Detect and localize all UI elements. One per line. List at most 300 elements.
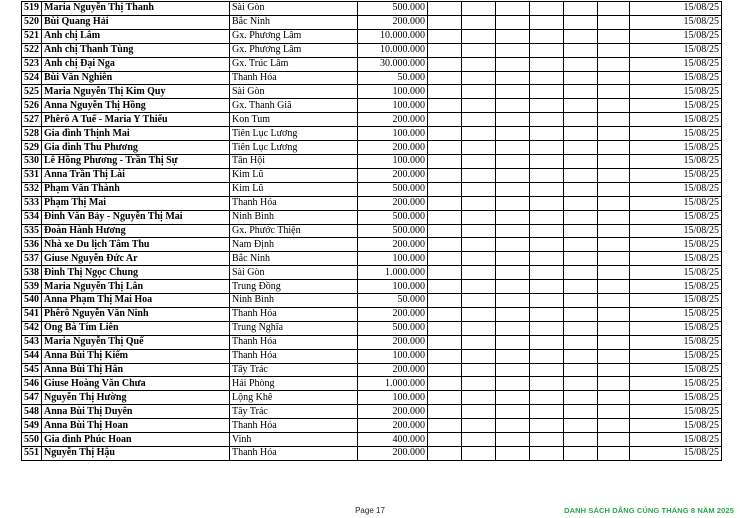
parish-cell: Tây Trác: [230, 363, 358, 377]
parish-cell: Gx. Trúc Lâm: [230, 57, 358, 71]
empty-cell: [428, 210, 462, 224]
row-number-cell: 535: [22, 224, 42, 238]
empty-cell: [564, 168, 598, 182]
parish-cell: Gx. Phước Thiện: [230, 224, 358, 238]
empty-cell: [496, 43, 530, 57]
empty-cell: [530, 71, 564, 85]
table-row: [22, 391, 722, 405]
empty-cell: [598, 127, 630, 141]
empty-cell: [564, 29, 598, 43]
empty-cell: [530, 29, 564, 43]
donor-name-cell: Phêrô A Tuế - Maria Y Thiểu: [42, 113, 230, 127]
empty-cell: [462, 85, 496, 99]
empty-cell: [462, 29, 496, 43]
amount-cell: 100.000: [358, 349, 428, 363]
date-cell: 15/08/25: [630, 335, 722, 349]
empty-cell: [564, 307, 598, 321]
empty-cell: [462, 252, 496, 266]
empty-cell: [428, 447, 462, 461]
date-cell: 15/08/25: [630, 280, 722, 294]
empty-cell: [530, 391, 564, 405]
empty-cell: [462, 141, 496, 155]
empty-cell: [428, 335, 462, 349]
empty-cell: [598, 2, 630, 16]
donor-name-cell: Giuse Hoàng Văn Chưa: [42, 377, 230, 391]
parish-cell: Nam Định: [230, 238, 358, 252]
empty-cell: [496, 113, 530, 127]
donor-name-cell: Phạm Thị Mai: [42, 196, 230, 210]
row-number-cell: 547: [22, 391, 42, 405]
empty-cell: [428, 182, 462, 196]
donor-name-cell: Bùi Văn Nghiên: [42, 71, 230, 85]
parish-cell: Gx. Phương Lâm: [230, 43, 358, 57]
empty-cell: [598, 335, 630, 349]
empty-cell: [598, 321, 630, 335]
empty-cell: [598, 210, 630, 224]
empty-cell: [564, 377, 598, 391]
empty-cell: [530, 57, 564, 71]
table-row: [22, 294, 722, 308]
row-number-cell: 525: [22, 85, 42, 99]
empty-cell: [496, 154, 530, 168]
empty-cell: [564, 224, 598, 238]
empty-cell: [462, 405, 496, 419]
amount-cell: 100.000: [358, 252, 428, 266]
parish-cell: Tây Trác: [230, 405, 358, 419]
empty-cell: [598, 29, 630, 43]
empty-cell: [530, 363, 564, 377]
row-number-cell: 532: [22, 182, 42, 196]
date-cell: 15/08/25: [630, 447, 722, 461]
donor-name-cell: Anna Trần Thị Lài: [42, 168, 230, 182]
donor-name-cell: Ông Bà Tím Liên: [42, 321, 230, 335]
empty-cell: [428, 154, 462, 168]
empty-cell: [564, 363, 598, 377]
empty-cell: [598, 154, 630, 168]
parish-cell: Thanh Hóa: [230, 335, 358, 349]
empty-cell: [462, 182, 496, 196]
table-row: [22, 141, 722, 155]
empty-cell: [496, 85, 530, 99]
empty-cell: [462, 127, 496, 141]
table-row: [22, 99, 722, 113]
parish-cell: Thanh Hóa: [230, 447, 358, 461]
date-cell: 15/08/25: [630, 294, 722, 308]
empty-cell: [428, 15, 462, 29]
empty-cell: [496, 182, 530, 196]
empty-cell: [462, 321, 496, 335]
empty-cell: [530, 405, 564, 419]
donor-name-cell: Lê Hồng Phương - Trần Thị Sự: [42, 154, 230, 168]
empty-cell: [564, 127, 598, 141]
row-number-cell: 527: [22, 113, 42, 127]
date-cell: 15/08/25: [630, 405, 722, 419]
empty-cell: [496, 280, 530, 294]
empty-cell: [462, 154, 496, 168]
empty-cell: [564, 196, 598, 210]
empty-cell: [428, 294, 462, 308]
empty-cell: [598, 266, 630, 280]
empty-cell: [598, 307, 630, 321]
empty-cell: [530, 127, 564, 141]
date-cell: 15/08/25: [630, 57, 722, 71]
empty-cell: [564, 141, 598, 155]
empty-cell: [530, 210, 564, 224]
empty-cell: [564, 99, 598, 113]
parish-cell: Thanh Hóa: [230, 419, 358, 433]
table-row: [22, 238, 722, 252]
table-row: [22, 154, 722, 168]
empty-cell: [462, 57, 496, 71]
page-number: Page 17: [355, 506, 385, 515]
empty-cell: [496, 405, 530, 419]
amount-cell: 10.000.000: [358, 43, 428, 57]
amount-cell: 200.000: [358, 238, 428, 252]
amount-cell: 100.000: [358, 85, 428, 99]
empty-cell: [462, 335, 496, 349]
amount-cell: 100.000: [358, 391, 428, 405]
empty-cell: [496, 57, 530, 71]
empty-cell: [530, 349, 564, 363]
row-number-cell: 533: [22, 196, 42, 210]
empty-cell: [564, 419, 598, 433]
row-number-cell: 537: [22, 252, 42, 266]
date-cell: 15/08/25: [630, 377, 722, 391]
empty-cell: [598, 57, 630, 71]
empty-cell: [598, 433, 630, 447]
date-cell: 15/08/25: [630, 113, 722, 127]
table-row: [22, 29, 722, 43]
date-cell: 15/08/25: [630, 321, 722, 335]
parish-cell: Gx. Phương Lâm: [230, 29, 358, 43]
date-cell: 15/08/25: [630, 210, 722, 224]
table-row: [22, 377, 722, 391]
table-row: [22, 280, 722, 294]
empty-cell: [564, 57, 598, 71]
donor-name-cell: Anna Bùi Thị Hoan: [42, 419, 230, 433]
date-cell: 15/08/25: [630, 15, 722, 29]
empty-cell: [496, 196, 530, 210]
empty-cell: [428, 57, 462, 71]
amount-cell: 100.000: [358, 154, 428, 168]
empty-cell: [462, 15, 496, 29]
table-row: [22, 182, 722, 196]
empty-cell: [496, 266, 530, 280]
empty-cell: [462, 307, 496, 321]
empty-cell: [530, 307, 564, 321]
parish-cell: Trung Đồng: [230, 280, 358, 294]
date-cell: 15/08/25: [630, 224, 722, 238]
empty-cell: [496, 71, 530, 85]
empty-cell: [564, 238, 598, 252]
donor-name-cell: Anh chị Đại Nga: [42, 57, 230, 71]
row-number-cell: 542: [22, 321, 42, 335]
empty-cell: [598, 113, 630, 127]
date-cell: 15/08/25: [630, 29, 722, 43]
donor-name-cell: Anna Bùi Thị Kiếm: [42, 349, 230, 363]
row-number-cell: 550: [22, 433, 42, 447]
empty-cell: [530, 224, 564, 238]
date-cell: 15/08/25: [630, 349, 722, 363]
date-cell: 15/08/25: [630, 252, 722, 266]
row-number-cell: 530: [22, 154, 42, 168]
empty-cell: [496, 433, 530, 447]
empty-cell: [462, 266, 496, 280]
parish-cell: Bắc Ninh: [230, 252, 358, 266]
amount-cell: 500.000: [358, 182, 428, 196]
table-row: [22, 168, 722, 182]
date-cell: 15/08/25: [630, 419, 722, 433]
parish-cell: Lộng Khê: [230, 391, 358, 405]
date-cell: 15/08/25: [630, 168, 722, 182]
empty-cell: [462, 113, 496, 127]
donor-name-cell: Gia đình Thịnh Mai: [42, 127, 230, 141]
table-row: [22, 224, 722, 238]
row-number-cell: 539: [22, 280, 42, 294]
empty-cell: [564, 321, 598, 335]
empty-cell: [462, 433, 496, 447]
empty-cell: [496, 363, 530, 377]
empty-cell: [564, 2, 598, 16]
donor-name-cell: Anna Bùi Thị Hân: [42, 363, 230, 377]
empty-cell: [428, 321, 462, 335]
empty-cell: [530, 141, 564, 155]
table-row: [22, 57, 722, 71]
empty-cell: [462, 238, 496, 252]
parish-cell: Tiên Lục Lương: [230, 127, 358, 141]
empty-cell: [564, 43, 598, 57]
empty-cell: [496, 238, 530, 252]
date-cell: 15/08/25: [630, 71, 722, 85]
donor-name-cell: Nguyễn Thị Hường: [42, 391, 230, 405]
amount-cell: 50.000: [358, 71, 428, 85]
amount-cell: 200.000: [358, 113, 428, 127]
empty-cell: [564, 349, 598, 363]
empty-cell: [530, 182, 564, 196]
empty-cell: [530, 168, 564, 182]
empty-cell: [496, 377, 530, 391]
date-cell: 15/08/25: [630, 99, 722, 113]
table-row: [22, 43, 722, 57]
date-cell: 15/08/25: [630, 154, 722, 168]
empty-cell: [598, 294, 630, 308]
empty-cell: [462, 363, 496, 377]
parish-cell: Ninh Bình: [230, 294, 358, 308]
empty-cell: [564, 335, 598, 349]
empty-cell: [462, 168, 496, 182]
donor-name-cell: Anna Bùi Thị Duyên: [42, 405, 230, 419]
empty-cell: [462, 210, 496, 224]
row-number-cell: 548: [22, 405, 42, 419]
empty-cell: [428, 349, 462, 363]
empty-cell: [462, 99, 496, 113]
parish-cell: Sài Gòn: [230, 2, 358, 16]
row-number-cell: 520: [22, 15, 42, 29]
donor-name-cell: Anh chị Lâm: [42, 29, 230, 43]
row-number-cell: 531: [22, 168, 42, 182]
parish-cell: Kim Lũ: [230, 182, 358, 196]
empty-cell: [598, 224, 630, 238]
empty-cell: [598, 252, 630, 266]
empty-cell: [564, 280, 598, 294]
empty-cell: [496, 307, 530, 321]
amount-cell: 200.000: [358, 363, 428, 377]
empty-cell: [428, 391, 462, 405]
amount-cell: 200.000: [358, 196, 428, 210]
empty-cell: [598, 419, 630, 433]
parish-cell: Thanh Hóa: [230, 349, 358, 363]
empty-cell: [564, 182, 598, 196]
empty-cell: [564, 210, 598, 224]
empty-cell: [496, 419, 530, 433]
table-row: [22, 2, 722, 16]
empty-cell: [496, 321, 530, 335]
empty-cell: [598, 405, 630, 419]
date-cell: 15/08/25: [630, 196, 722, 210]
parish-cell: Ninh Bình: [230, 210, 358, 224]
empty-cell: [496, 29, 530, 43]
empty-cell: [428, 224, 462, 238]
date-cell: 15/08/25: [630, 433, 722, 447]
date-cell: 15/08/25: [630, 127, 722, 141]
amount-cell: 200.000: [358, 168, 428, 182]
donor-name-cell: Đoàn Hành Hương: [42, 224, 230, 238]
empty-cell: [496, 294, 530, 308]
offering-table: [21, 1, 722, 461]
row-number-cell: 546: [22, 377, 42, 391]
amount-cell: 1.000.000: [358, 266, 428, 280]
empty-cell: [530, 43, 564, 57]
empty-cell: [530, 419, 564, 433]
parish-cell: Tiên Lục Lương: [230, 141, 358, 155]
empty-cell: [598, 85, 630, 99]
empty-cell: [462, 377, 496, 391]
table-row: [22, 433, 722, 447]
empty-cell: [530, 266, 564, 280]
empty-cell: [530, 433, 564, 447]
empty-cell: [428, 127, 462, 141]
donor-name-cell: Bùi Quang Hải: [42, 15, 230, 29]
empty-cell: [428, 85, 462, 99]
empty-cell: [598, 182, 630, 196]
donor-name-cell: Gia đình Thu Phương: [42, 141, 230, 155]
empty-cell: [598, 168, 630, 182]
table-row: [22, 252, 722, 266]
amount-cell: 500.000: [358, 210, 428, 224]
table-row: [22, 71, 722, 85]
empty-cell: [530, 252, 564, 266]
empty-cell: [462, 391, 496, 405]
row-number-cell: 519: [22, 2, 42, 16]
donor-name-cell: Maria Nguyễn Thị Thanh: [42, 2, 230, 16]
empty-cell: [496, 99, 530, 113]
empty-cell: [530, 280, 564, 294]
empty-cell: [530, 447, 564, 461]
row-number-cell: 524: [22, 71, 42, 85]
donor-name-cell: Giuse Nguyễn Đức Ar: [42, 252, 230, 266]
donor-name-cell: Đinh Thị Ngọc Chung: [42, 266, 230, 280]
table-row: [22, 196, 722, 210]
empty-cell: [428, 2, 462, 16]
parish-cell: Trung Nghĩa: [230, 321, 358, 335]
donor-name-cell: Anh chị Thanh Tùng: [42, 43, 230, 57]
empty-cell: [428, 363, 462, 377]
row-number-cell: 545: [22, 363, 42, 377]
row-number-cell: 551: [22, 447, 42, 461]
row-number-cell: 536: [22, 238, 42, 252]
donor-name-cell: Phạm Văn Thành: [42, 182, 230, 196]
donor-name-cell: Maria Nguyễn Thị Kim Quy: [42, 85, 230, 99]
empty-cell: [564, 294, 598, 308]
empty-cell: [462, 71, 496, 85]
row-number-cell: 540: [22, 294, 42, 308]
amount-cell: 500.000: [358, 224, 428, 238]
donor-name-cell: Anna Phạm Thị Mai Hoa: [42, 294, 230, 308]
amount-cell: 200.000: [358, 447, 428, 461]
empty-cell: [496, 335, 530, 349]
amount-cell: 50.000: [358, 294, 428, 308]
empty-cell: [462, 447, 496, 461]
row-number-cell: 549: [22, 419, 42, 433]
empty-cell: [496, 2, 530, 16]
empty-cell: [428, 168, 462, 182]
date-cell: 15/08/25: [630, 266, 722, 280]
parish-cell: Vinh: [230, 433, 358, 447]
empty-cell: [428, 266, 462, 280]
amount-cell: 30.000.000: [358, 57, 428, 71]
parish-cell: Sài Gòn: [230, 85, 358, 99]
amount-cell: 500.000: [358, 321, 428, 335]
empty-cell: [530, 15, 564, 29]
empty-cell: [496, 224, 530, 238]
table-row: [22, 335, 722, 349]
parish-cell: Hải Phòng: [230, 377, 358, 391]
empty-cell: [598, 99, 630, 113]
parish-cell: Bắc Ninh: [230, 15, 358, 29]
empty-cell: [598, 377, 630, 391]
empty-cell: [428, 252, 462, 266]
empty-cell: [428, 280, 462, 294]
empty-cell: [428, 29, 462, 43]
empty-cell: [428, 113, 462, 127]
table-row: [22, 447, 722, 461]
empty-cell: [598, 15, 630, 29]
empty-cell: [564, 154, 598, 168]
empty-cell: [462, 349, 496, 363]
amount-cell: 200.000: [358, 307, 428, 321]
parish-cell: Gx. Thanh Giã: [230, 99, 358, 113]
date-cell: 15/08/25: [630, 391, 722, 405]
empty-cell: [496, 349, 530, 363]
amount-cell: 100.000: [358, 127, 428, 141]
date-cell: 15/08/25: [630, 238, 722, 252]
empty-cell: [530, 99, 564, 113]
date-cell: 15/08/25: [630, 43, 722, 57]
empty-cell: [598, 447, 630, 461]
empty-cell: [564, 71, 598, 85]
empty-cell: [428, 419, 462, 433]
amount-cell: 100.000: [358, 99, 428, 113]
empty-cell: [530, 154, 564, 168]
empty-cell: [496, 447, 530, 461]
donor-name-cell: Nguyễn Thị Hậu: [42, 447, 230, 461]
offering-table-body: [22, 2, 722, 461]
table-row: [22, 419, 722, 433]
empty-cell: [564, 266, 598, 280]
empty-cell: [564, 85, 598, 99]
empty-cell: [496, 127, 530, 141]
amount-cell: 10.000.000: [358, 29, 428, 43]
